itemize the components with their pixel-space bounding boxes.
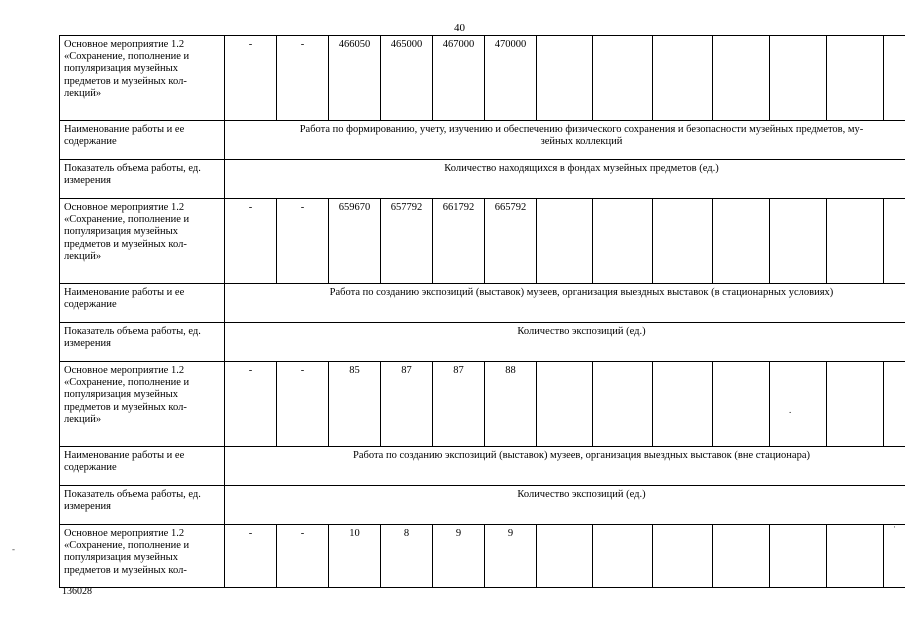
indicator-label: Показатель объема работы, ед. измерения <box>60 323 225 362</box>
value-cell: 87 <box>433 362 485 447</box>
value-cell: 466050 <box>329 36 381 121</box>
value-cell: - <box>277 362 329 447</box>
work-row <box>60 447 905 486</box>
page-number: 40 <box>454 22 465 34</box>
value-cell <box>593 362 653 447</box>
work-description: Работа по созданию экспозиций (выставок) музеев, организация выездных выставок (вне стационара) <box>225 447 905 486</box>
value-cell <box>827 36 884 121</box>
value-cell <box>770 362 827 447</box>
value-cell: 8 <box>381 525 433 588</box>
value-cell <box>770 199 827 284</box>
stray-dot: . <box>789 405 792 415</box>
activity-row <box>60 362 905 447</box>
value-cell: - <box>225 525 277 588</box>
value-cell <box>884 199 905 284</box>
value-cell <box>713 36 770 121</box>
activity-name: Основное мероприятие 1.2 «Сохранение, пополнение и популяризация музейных предметов и музейных кол-лекций» <box>60 362 225 447</box>
left-margin-mark: - <box>12 544 15 554</box>
indicator-row <box>60 323 905 362</box>
right-margin-mark: · <box>893 522 896 532</box>
value-cell <box>653 36 713 121</box>
indicator-description: Количество экспозиций (ед.) <box>225 323 905 362</box>
indicator-label: Показатель объема работы, ед. измерения <box>60 486 225 525</box>
value-cell <box>827 362 884 447</box>
table-body <box>60 36 905 588</box>
indicator-description: Количество экспозиций (ед.) <box>225 486 905 525</box>
value-cell: 465000 <box>381 36 433 121</box>
indicator-row <box>60 160 905 199</box>
value-cell: - <box>277 199 329 284</box>
value-cell <box>537 525 593 588</box>
value-cell <box>713 525 770 588</box>
value-cell: 659670 <box>329 199 381 284</box>
value-cell <box>884 36 905 121</box>
value-cell: 657792 <box>381 199 433 284</box>
value-cell <box>884 362 905 447</box>
value-cell: 85 <box>329 362 381 447</box>
budget-table <box>59 35 905 588</box>
value-cell: 88 <box>485 362 537 447</box>
activity-row <box>60 36 905 121</box>
value-cell <box>537 199 593 284</box>
value-cell <box>593 525 653 588</box>
value-cell <box>537 362 593 447</box>
value-cell: - <box>225 36 277 121</box>
value-cell <box>770 36 827 121</box>
value-cell <box>713 362 770 447</box>
value-cell <box>653 199 713 284</box>
value-cell: 470000 <box>485 36 537 121</box>
value-cell: - <box>225 362 277 447</box>
activity-name: Основное мероприятие 1.2 «Сохранение, пополнение и популяризация музейных предметов и музейных кол-лекций» <box>60 36 225 121</box>
value-cell <box>770 525 827 588</box>
value-cell: - <box>277 525 329 588</box>
value-cell <box>593 199 653 284</box>
activity-name: Основное мероприятие 1.2 «Сохранение, пополнение и популяризация музейных предметов и музейных кол- <box>60 525 225 588</box>
value-cell: 661792 <box>433 199 485 284</box>
value-cell <box>653 525 713 588</box>
footer-code: 136028 <box>62 586 92 597</box>
value-cell: 665792 <box>485 199 537 284</box>
indicator-row <box>60 486 905 525</box>
value-cell <box>827 199 884 284</box>
value-cell: 9 <box>433 525 485 588</box>
value-cell <box>593 36 653 121</box>
work-description: Работа по формированию, учету, изучению и обеспечению физического сохранения и безопасности музейных предметов, му- зейных коллекций <box>225 121 905 160</box>
work-label: Наименование работы и ее содержание <box>60 447 225 486</box>
value-cell <box>653 362 713 447</box>
value-cell <box>537 36 593 121</box>
value-cell: 467000 <box>433 36 485 121</box>
value-cell <box>884 525 905 588</box>
activity-row <box>60 525 905 588</box>
indicator-label: Показатель объема работы, ед. измерения <box>60 160 225 199</box>
work-row <box>60 284 905 323</box>
work-row <box>60 121 905 160</box>
work-label: Наименование работы и ее содержание <box>60 121 225 160</box>
value-cell: - <box>225 199 277 284</box>
value-cell <box>827 525 884 588</box>
value-cell <box>713 199 770 284</box>
value-cell: 10 <box>329 525 381 588</box>
activity-row <box>60 199 905 284</box>
value-cell: - <box>277 36 329 121</box>
indicator-description: Количество находящихся в фондах музейных предметов (ед.) <box>225 160 905 199</box>
work-label: Наименование работы и ее содержание <box>60 284 225 323</box>
work-description: Работа по созданию экспозиций (выставок) музеев, организация выездных выставок (в стационарных условиях) <box>225 284 905 323</box>
value-cell: 87 <box>381 362 433 447</box>
value-cell: 9 <box>485 525 537 588</box>
activity-name: Основное мероприятие 1.2 «Сохранение, пополнение и популяризация музейных предметов и музейных кол-лекций» <box>60 199 225 284</box>
